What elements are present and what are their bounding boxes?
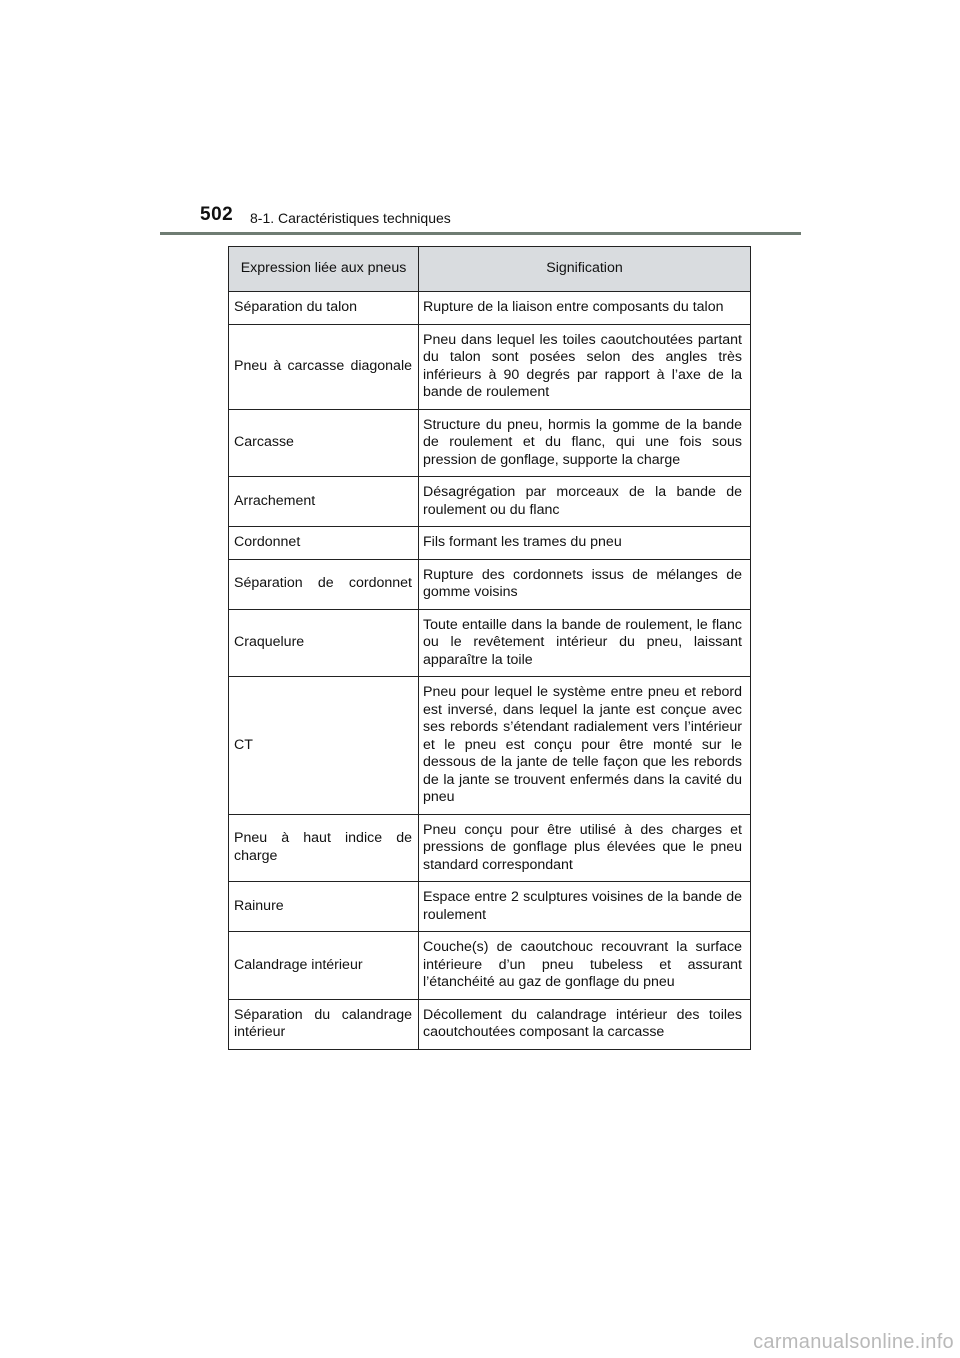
watermark: carmanualsonline.info [753, 1331, 954, 1353]
term-cell: Arrachement [229, 477, 419, 527]
meaning-cell: Rupture de la liaison entre composants du talon [419, 292, 751, 325]
table-row [229, 324, 751, 409]
table-row [229, 559, 751, 609]
meaning-cell: Couche(s) de caoutchouc recouvrant la surface intérieure d’un pneu tubeless et assurant l’étanchéité au gaz de gonflage du pneu [419, 932, 751, 1000]
term-cell: Pneu à haut indice de charge [229, 814, 419, 882]
meaning-cell: Pneu conçu pour être utilisé à des charges et pressions de gonflage plus élevées que le pneu standard correspondant [419, 814, 751, 882]
table-row [229, 677, 751, 815]
term-cell: Pneu à carcasse diagonale [229, 324, 419, 409]
header-term: Expression liée aux pneus [229, 247, 419, 292]
table-row [229, 609, 751, 677]
table-row [229, 882, 751, 932]
meaning-cell: Décollement du calandrage intérieur des toiles caoutchoutées composant la carcasse [419, 999, 751, 1049]
page-number: 502 [200, 204, 234, 225]
meaning-cell: Structure du pneu, hormis la gomme de la bande de roulement et du flanc, qui une fois sous pression de gonflage, supporte la charge [419, 409, 751, 477]
term-cell: Séparation du calandrage intérieur [229, 999, 419, 1049]
term-cell: Séparation de cordonnet [229, 559, 419, 609]
table-row [229, 292, 751, 325]
term-cell: Cordonnet [229, 527, 419, 560]
table-header-row [229, 247, 751, 292]
section-title: 8-1. Caractéristiques techniques [250, 210, 451, 226]
meaning-cell: Espace entre 2 sculptures voisines de la bande de roulement [419, 882, 751, 932]
meaning-cell: Pneu dans lequel les toiles caoutchoutées partant du talon sont posées selon des angles très inférieurs à 90 degrés par rapport à l’axe de la bande de roulement [419, 324, 751, 409]
meaning-cell: Toute entaille dans la bande de roulement, le flanc ou le revêtement intérieur du pneu, laissant apparaître la toile [419, 609, 751, 677]
term-cell: Craquelure [229, 609, 419, 677]
table-row [229, 814, 751, 882]
table-row [229, 409, 751, 477]
table-row [229, 477, 751, 527]
meaning-cell: Rupture des cordonnets issus de mélanges de gomme voisins [419, 559, 751, 609]
term-cell: Carcasse [229, 409, 419, 477]
header-divider [160, 232, 801, 235]
table-row [229, 932, 751, 1000]
tire-terms-table [228, 246, 751, 1050]
header-meaning: Signification [419, 247, 751, 292]
meaning-cell: Pneu pour lequel le système entre pneu et rebord est inversé, dans lequel la jante est conçue avec ses rebords s’étendant radialement vers l’intérieur et le pneu est conçu pour être monté sur le dessous de la jante de telle façon que les rebords de la jante se trouvent enfermés dans la cavité du pneu [419, 677, 751, 815]
term-cell: Calandrage intérieur [229, 932, 419, 1000]
term-cell: CT [229, 677, 419, 815]
meaning-cell: Fils formant les trames du pneu [419, 527, 751, 560]
meaning-cell: Désagrégation par morceaux de la bande de roulement ou du flanc [419, 477, 751, 527]
term-cell: Rainure [229, 882, 419, 932]
term-cell: Séparation du talon [229, 292, 419, 325]
table-row [229, 999, 751, 1049]
table-row [229, 527, 751, 560]
